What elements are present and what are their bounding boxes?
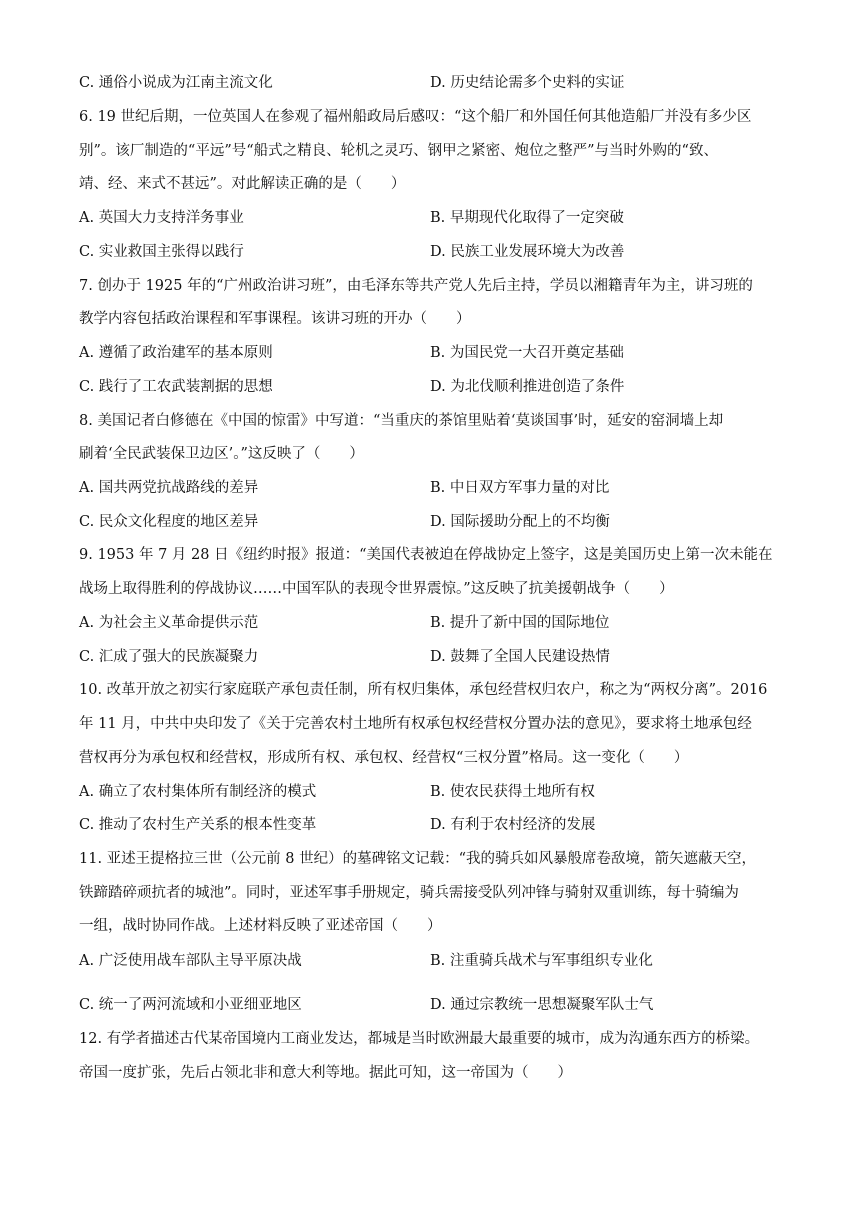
option-d[interactable]: D. 有利于农村经济的发展 <box>430 817 596 833</box>
option-d[interactable]: D. 通过宗教统一思想凝聚军队士气 <box>430 997 654 1013</box>
question-stem: 11. 亚述王提格拉三世（公元前 8 世纪）的墓碑铭文记载：“我的骑兵如风暴般席卷敌境，箭矢遮蔽天空， <box>79 851 757 867</box>
option-d[interactable]: D. 民族工业发展环境大为改善 <box>430 244 625 260</box>
question-stem: 铁蹄踏碎顽抗者的城池”。同时，亚述军事手册规定，骑兵需接受队列冲锋与骑射双重训练，每十骑编为 <box>79 885 739 901</box>
question-stem: 8. 美国记者白修德在《中国的惊雷》中写道：“当重庆的茶馆里贴着‘莫谈国事’时，延安的窑洞墙上却 <box>79 413 724 429</box>
option-a[interactable]: A. 英国大力支持洋务事业 <box>79 210 244 226</box>
option-a[interactable]: A. 国共两党抗战路线的差异 <box>79 480 259 496</box>
option-b[interactable]: B. 中日双方军事力量的对比 <box>430 480 610 496</box>
option-b[interactable]: B. 使农民获得土地所有权 <box>430 784 595 800</box>
question-stem: 7. 创办于 1925 年的“广州政治讲习班”，由毛泽东等共产党人先后主持，学员以湘籍青年为主，讲习班的 <box>79 278 753 294</box>
option-c[interactable]: C. 推动了农村生产关系的根本性变革 <box>79 817 317 833</box>
option-a[interactable]: A. 广泛使用战车部队主导平原决战 <box>79 953 302 969</box>
question-stem: 刷着‘全民武装保卫边区’。”这反映了（ ） <box>79 446 364 462</box>
question-stem: 教学内容包括政治课程和军事课程。该讲习班的开办（ ） <box>79 311 471 327</box>
option-b[interactable]: B. 为国民党一大召开奠定基础 <box>430 345 624 361</box>
question-stem: 战场上取得胜利的停战协议……中国军队的表现令世界震惊。”这反映了抗美援朝战争（ ） <box>79 581 674 597</box>
question-stem: 一组，战时协同作战。上述材料反映了亚述帝国（ ） <box>79 918 442 934</box>
question-stem: 靖、经、来式不甚远”。对此解读正确的是（ ） <box>79 176 406 192</box>
option-a[interactable]: A. 为社会主义革命提供示范 <box>79 615 259 631</box>
question-stem: 9. 1953 年 7 月 28 日《纽约时报》报道：“美国代表被迫在停战协定上签字，这是美国历史上第一次未能在 <box>79 547 773 563</box>
option-c[interactable]: C. 实业救国主张得以践行 <box>79 244 244 260</box>
option-b[interactable]: B. 早期现代化取得了一定突破 <box>430 210 624 226</box>
question-stem: 帝国一度扩张，先后占领北非和意大利等地。据此可知，这一帝国为（ ） <box>79 1065 572 1081</box>
option-d[interactable]: D. 鼓舞了全国人民建设热情 <box>430 649 610 665</box>
option-c[interactable]: C. 汇成了强大的民族凝聚力 <box>79 649 259 665</box>
question-stem: 10. 改革开放之初实行家庭联产承包责任制，所有权归集体，承包经营权归农户，称之为“两权分离”。2016 <box>79 682 768 698</box>
question-stem: 年 11 月，中共中央印发了《关于完善农村土地所有权承包权经营权分置办法的意见》，要求将土地承包经 <box>79 716 752 732</box>
option-d[interactable]: D. 历史结论需多个史料的实证 <box>430 75 625 91</box>
option-c[interactable]: C. 统一了两河流域和小亚细亚地区 <box>79 997 302 1013</box>
option-b[interactable]: B. 提升了新中国的国际地位 <box>430 615 610 631</box>
question-stem: 6. 19 世纪后期，一位英国人在参观了福州船政局后感叹：“这个船厂和外国任何其他造船厂并没有多少区 <box>79 109 752 125</box>
option-d[interactable]: D. 国际援助分配上的不均衡 <box>430 514 610 530</box>
question-stem: 12. 有学者描述古代某帝国境内工商业发达，都城是当时欧洲最大最重要的城市，成为沟通东西方的桥梁。 <box>79 1031 760 1047</box>
option-c[interactable]: C. 践行了工农武装割据的思想 <box>79 379 273 395</box>
option-c[interactable]: C. 民众文化程度的地区差异 <box>79 514 259 530</box>
question-stem: 别”。该厂制造的“平远”号“船式之精良、轮机之灵巧、钢甲之紧密、炮位之整严”与当时外购的“致、 <box>79 143 718 159</box>
question-stem: 营权再分为承包权和经营权，形成所有权、承包权、经营权“三权分置”格局。这一变化（ ） <box>79 750 689 766</box>
option-d[interactable]: D. 为北伐顺利推进创造了条件 <box>430 379 625 395</box>
option-c[interactable]: C. 通俗小说成为江南主流文化 <box>79 75 273 91</box>
option-a[interactable]: A. 确立了农村集体所有制经济的模式 <box>79 784 317 800</box>
option-a[interactable]: A. 遵循了政治建军的基本原则 <box>79 345 273 361</box>
option-b[interactable]: B. 注重骑兵战术与军事组织专业化 <box>430 953 653 969</box>
